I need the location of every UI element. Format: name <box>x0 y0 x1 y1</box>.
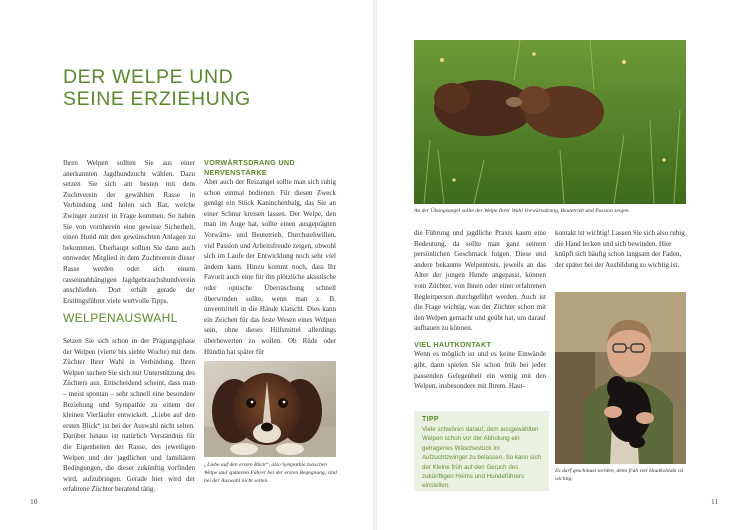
tip-text: Viele schwören darauf, dem ausgewählten Welpen schon vor der Abholung ein getragenes Wäschestück im Aufzuchtzwinger zu belassen. So kann sich der Kleine früh auf den Geruch des zukünftigen Heims und Hundeführers einstellen. <box>422 426 542 490</box>
chapter-title-line-1: DER WELPE UND <box>63 66 234 88</box>
puppy-photo-caption: „Liebe auf den ersten Blick“, also Sympathie zwischen Welpe und späterem Führer bei der ersten Begegnung, sind bei der Auswahl nicht selten. <box>204 462 337 484</box>
section-heading-welpenauswahl: WELPENAUSWAHL <box>63 311 178 325</box>
heading-vorwaertsdrang <box>204 158 336 177</box>
welpenauswahl-text: Setzen Sie sich schon in der Prägungsphase der Welpen (vierte bis siebte Woche) mit dem Züchter Ihrer Wahl in Verbindung. Ihren Welpen suchen Sie sich mit Unterstützung des Züchters aus. Entscheidend scheint, dass man – meist spontan – sehr schnell eine besondere Beziehung und Sympathie zu einem der kleinen Vierläufer entwickelt. „Liebe auf den ersten Blick“ ist bei der Auswahl nicht selten. Darüber hinaus ist natürlich Verständnis für die Eigenheiten der Rasse, des jeweiligen Welpen und der jagdlichen und familiären Bedingungen, die dieser zukünftig vorfinden wird, aufzubringen. Gerade hier wird der erfahrene Züchter beratend tätig. <box>63 337 195 494</box>
heading-vorwaertsdrang-line-2: NERVENSTÄRKE <box>204 167 267 177</box>
practice-lure-photo <box>414 40 686 204</box>
right-column-1 <box>414 228 546 392</box>
tip-box <box>414 411 549 491</box>
right-column-2 <box>555 228 687 270</box>
hautkontakt-continued-text: kontakt ist wichtig! Lassen Sie sich also ruhig die Hand lecken und sich bewinden. Hier knüpft sich häufig schon langsam der Faden, der später bei der Ausbildung so wichtig ist. <box>555 229 685 269</box>
vorwaertsdrang-text: Aber auch der Reizangel sollte man sich ruhig schon einmal bedienen. Für diesen Zweck genügt ein Stück Kaninchenbalg, das Sie an einer Schnur kreisen lassen. Der Welpe, den man im Auge hat, sollte einen ausgeprägten Vorwärts- und Beutetrieb, Durchstehwillen, viel Passion und Arbeitsfreude zeigen, obwohl sich im Laufe der Entwicklung noch sehr viel ändern kann. Hinzu kommt noch, dass Ihr Favorit auch eine für ihn plötzliche akustische oder optische Überraschung schnell überwinden sollte, wenn man z. B. unvermittelt in die Hände klatscht. Dies kann ein Zeichen für das feste Wesen eines Welpen sein, ohne dieses Hilfsmittel allerdings überbewerten zu wollen. Ob Rüde oder Hündin hat später für <box>204 178 336 356</box>
page-number-right: 11 <box>711 497 719 506</box>
page-number-left: 10 <box>30 497 38 506</box>
man-with-puppy-caption: Es darf geschmust werden, denn früh viel Hautkontakt ist wichtig. <box>555 468 684 482</box>
heading-vorwaertsdrang-line-1: VORWÄRTSDRANG UND <box>204 158 295 167</box>
man-with-puppy-photo <box>555 292 686 464</box>
hautkontakt-text: Wenn es möglich ist und es keine Einwände gibt, dann spielen Sie schon früh bei jeder passenden Gelegenheit ein wenig mit den Welpen, insbesondere mit Ihrem. Haut- <box>414 350 546 391</box>
chapter-title <box>63 66 303 110</box>
intro-paragraph <box>63 158 195 306</box>
practice-lure-caption: An der Übungsangel sollte der Welpe Ihrer Wahl Vorwärtsdrang, Beutetrieb und Passion zeigen. <box>414 208 630 214</box>
tip-heading: TIPP <box>422 416 439 423</box>
man-with-puppy-illustration <box>555 292 686 464</box>
intro-text: Ihren Welpen sollten Sie aus einer anerkannten Jagdhundzucht wählen. Dazu setzen Sie sich am besten mit dem Zuchtverein der gewählten Rasse in Verbindung und holen sich Rat, welche Zwinger zurzeit in Frage kommen. So haben Sie von vornherein eine gewisse Sicherheit, einen Hund mit den gewünschten Anlagen zu bekommen. Überhaupt sollten Sie dann auch ennweder Mitglied in dem Zuchtverein dieser Rasse werden oder sich einem rasseunabhängigen Jagdgebrauchshundverein anschließen. Dort erhält gerade der Erstlingsführer viele wertvolle Tipps. <box>63 159 195 305</box>
book-spine <box>373 0 377 530</box>
column-2 <box>204 158 336 357</box>
chapter-title-line-2: SEINE ERZIEHUNG <box>63 88 251 110</box>
puppy-photo <box>204 361 336 457</box>
welpenauswahl-paragraph <box>63 336 195 495</box>
welpentests-text: die Führung und jagdliche Praxis kaum eine Bedeutung, da sollte man ganz seinem persönlichen Geschmack folgen. Diese und andere bekannte Welpentests, jeweils an das Alter der jungen Hunde angepasst, können vom Züchter, von Ihnen oder einer erfahrenen Begleitperson durchgeführt werden. Auch ist die Frage wichtig, was der Züchter schon mit den Welpen gemacht und geübt hat, um darauf aufbauen zu können. <box>414 229 546 333</box>
puppy-illustration <box>204 361 336 457</box>
dogs-in-grass-illustration <box>414 40 686 204</box>
heading-hautkontakt: VIEL HAUTKONTAKT <box>414 339 492 349</box>
